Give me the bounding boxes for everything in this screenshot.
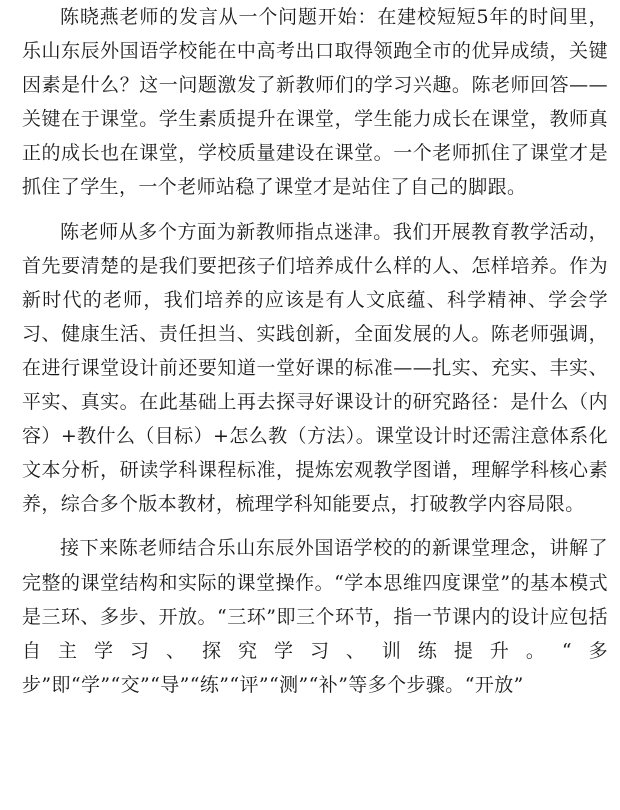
paragraph-3: 接下来陈老师结合乐山东辰外国语学校的的新课堂理念，讲解了完整的课堂结构和实际的课堂操作。“学本思维四度课堂”的基本模式是三环、多步、开放。“三环”即三个环节，指一节课内的设计应包括自主学习、探究学习、训练提升。“多步”即“学”“交”“导”“练”“评”“测”“补”等多个步骤。“开放”: [22, 537, 608, 696]
paragraph-1: 陈晓燕老师的发言从一个问题开始：在建校短短5年的时间里，乐山东辰外国语学校能在中高考出口取得领跑全市的优异成绩，关键因素是什么？这一问题激发了新教师们的学习兴趣。陈老师回答——关键在于课堂。学生素质提升在课堂，学生能力成长在课堂，教师真正的成长也在课堂，学校质量建设在课堂。一个老师抓住了课堂才是抓住了学生，一个老师站稳了课堂才是站住了自己的脚跟。: [22, 6, 608, 199]
document-page: [22, 0, 608, 810]
paragraph-2: 陈老师从多个方面为新教师指点迷津。我们开展教育教学活动，首先要清楚的是我们要把孩子们培养成什么样的人、怎样培养。作为新时代的老师，我们培养的应该是有人文底蕴、科学精神、学会学习、健康生活、责任担当、实践创新，全面发展的人。陈老师强调，在进行课堂设计前还要知道一堂好课的标准——扎实、充实、丰实、平实、真实。在此基础上再去探寻好课设计的研究路径：是什么（内容）+教什么（目标）+怎么教（方法）。课堂设计时还需注意体系化文本分析，研读学科课程标准，提炼宏观教学图谱，理解学科核心素养，综合多个版本教材，梳理学科知能要点，打破教学内容局限。: [22, 220, 608, 516]
